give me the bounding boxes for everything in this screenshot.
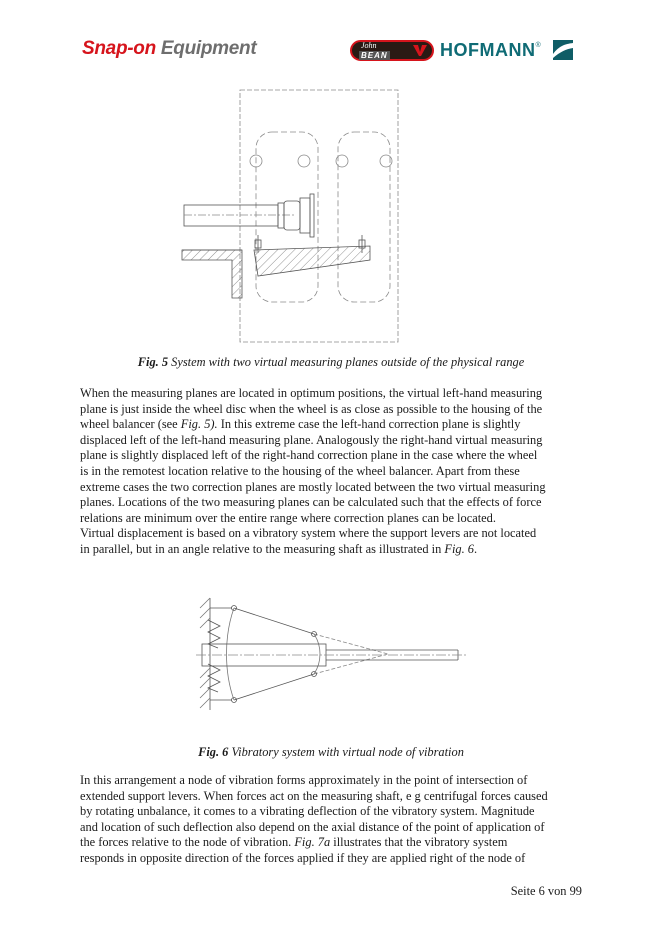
text-line: planes. Locations of the two measuring planes can be calculated such that the effects of force (80, 495, 542, 510)
text-line: by rotating unbalance, it comes to a vibrating deflection of the vibratory system. Magnitude (80, 804, 535, 819)
text-run: . (474, 541, 478, 556)
john-bean-logo (350, 40, 434, 61)
text-line: and location of such deflection also depend on the axial distance of the point of application of (80, 819, 545, 834)
figure-6-caption (80, 745, 582, 760)
text-line: When the measuring planes are located in optimum positions, the virtual left-hand measuring (80, 386, 543, 400)
text-line: responds in opposite direction of the forces applied if they are applied right of the node of (80, 850, 526, 865)
logo-snap-on: Snap-on (82, 38, 156, 59)
text-line: extended support levers. When forces act on the measuring shaft, e g centrifugal forces caused (80, 788, 548, 803)
text-line (80, 542, 585, 558)
text-line: extreme cases the two correction planes are mostly located between the two virtual measuring (80, 479, 546, 494)
john-bean-logo-bean: BEAN (361, 51, 388, 60)
paragraph-2 (80, 773, 585, 867)
logo-equipment: Equipment (160, 38, 257, 59)
bean-v-icon (413, 45, 427, 56)
figure-reference: Fig. 5). (180, 417, 218, 432)
figure-5-diagram (176, 88, 406, 348)
page-number: Seite 6 von 99 (510, 884, 582, 898)
text-run: In this extreme case the left-hand correction plane is slightly (217, 417, 521, 432)
figure-reference: Fig. 7a (294, 835, 331, 850)
figure-6-diagram (196, 596, 468, 712)
figure-reference: Fig. 6 (444, 541, 474, 556)
figure-5-caption (80, 355, 582, 370)
text-line: plane is slightly displaced left of the right-hand correction plane in the case where the wheel (80, 448, 538, 463)
hofmann-logo-text: HOFMANN (440, 40, 536, 60)
text-line: displaced left of the left-hand measuring plane. Analogously the right-hand virtual measuring (80, 432, 543, 447)
text-run: the forces relative to the node of vibration. (80, 835, 295, 850)
text-line: In this arrangement a node of vibration forms approximately in the point of intersection of (80, 773, 528, 787)
text-run: in parallel, but in an angle relative to the measuring shaft as illustrated in (80, 541, 445, 556)
text-run: illustrates that the vibratory system (330, 835, 508, 850)
figure-5-caption-text: System with two virtual measuring planes outside of the physical range (168, 355, 525, 369)
hofmann-square-icon (553, 40, 573, 60)
text-line: is in the remotest location relative to the housing of the wheel balancer. Apart from these (80, 463, 520, 478)
figure-6-caption-text: Vibratory system with virtual node of vibration (228, 745, 464, 759)
text-line: plane is just inside the wheel disc when the wheel is as close as possible to the housing of the (80, 401, 543, 416)
text-run: wheel balancer (see (80, 417, 181, 432)
figure-5-caption-label: Fig. 5 (137, 355, 169, 369)
registered-mark: ® (535, 42, 542, 49)
text-line (80, 835, 585, 851)
text-line: Virtual displacement is based on a vibratory system where the support levers are not located (80, 526, 537, 541)
text-line: relations are minimum over the entire range where correction planes can be located. (80, 510, 496, 525)
figure-6-caption-label: Fig. 6 (198, 745, 229, 759)
john-bean-logo-john: John (361, 41, 377, 50)
snap-on-equipment-logo (82, 38, 256, 60)
paragraph-1 (80, 386, 585, 558)
text-line (80, 417, 585, 433)
hofmann-logo (440, 40, 541, 61)
